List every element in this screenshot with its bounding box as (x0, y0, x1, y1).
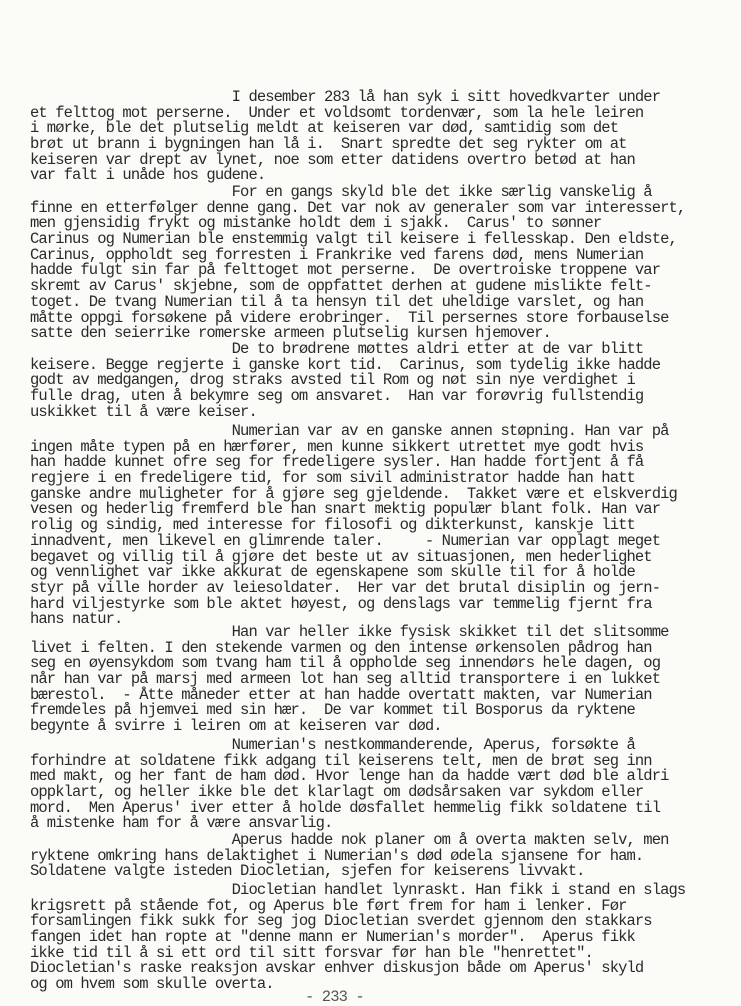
text-line: men gjensidig frykt og mistanke holdt dem i sjakk. Carus' to sønner (30, 214, 602, 233)
text-line: å mistenke ham for å være ansvarlig. (30, 814, 333, 833)
text-line: rolig og sindig, med interesse for filosofi og dikterkunst, kanskje litt (30, 516, 635, 535)
text-line: Aperus hadde nok planer om å overta makten selv, men (30, 831, 669, 849)
paragraph-5 (30, 625, 730, 735)
paragraph-1 (30, 90, 730, 184)
text-line: livet i felten. I den stekende varmen og den intense ørkensolen pådrog han (30, 638, 652, 657)
text-line: Numerian's nestkommanderende, Aperus, forsøkte å (30, 736, 635, 754)
paragraph-8 (30, 883, 730, 993)
text-line: og vennlighet var ikke akkurat de egenskapene som skulle til for å holde (30, 563, 635, 582)
paragraph-7 (30, 833, 730, 880)
text-line: Diocletian's raske reaksjon avskar enhver diskusjon både om Aperus' skyld (30, 959, 644, 978)
text-line: oppklart, og heller ikke ble det klarlagt om dødsårsaken var sykdom eller (30, 783, 644, 802)
text-line: fulle drag, uten å bekymre seg om ansvaret. Han var forøvrig fullstendig (30, 387, 644, 406)
text-line: keisere. Begge regjerte i ganske kort tid. Carinus, som tydelig ikke hadde (30, 355, 661, 374)
text-line: Han var heller ikke fysisk skikket til det slitsomme (30, 623, 669, 641)
text-line: fangen idet han ropte at "denne mann er Numerian's morder". Aperus fikk (30, 928, 635, 947)
text-line: bærestol. - Åtte måneder etter at han hadde overtatt makten, var Numerian (30, 685, 652, 704)
paragraph-2 (30, 185, 730, 342)
text-line: når han var på marsj med armeen lot han seg alltid transportere i en lukket (30, 670, 661, 689)
text-line: ganske andre muligheter for å gjøre seg gjeldende. Takket være et elskverdig (30, 484, 677, 503)
text-line: et felttog mot perserne. Under et voldsomt tordenvær, som la hele leiren (30, 103, 644, 122)
text-line: Carinus og Numerian ble enstemmig valgt til keisere i fellesskap. Den eldste, (30, 230, 677, 249)
text-line: Numerian var av en ganske annen støpning. Han var på (30, 422, 669, 440)
text-line: skremt av Carus' skjebne, som de oppfattet derhen at gudene mislikte felt- (30, 277, 652, 296)
paragraph-4 (30, 424, 730, 628)
text-line: fremdeles på hjemvei med sin hær. De var kommet til Bosporus da ryktene (30, 701, 635, 720)
text-line: og om hvem som skulle overta. (30, 975, 274, 994)
text-line: Soldatene valgte isteden Diocletian, sjefen for keiserens livvakt. (30, 862, 585, 881)
text-line: forsamlingen fikk sukk for seg jog Diocletian sverdet gjennom den stakkars (30, 912, 652, 931)
text-line: uskikket til å være keiser. (30, 402, 257, 421)
text-line: toget. De tvang Numerian til å ta hensyn til det uheldige varslet, og han (30, 292, 644, 311)
text-line: seg en øyensykdom som tvang ham til å oppholde seg innendørs hele dagen, og (30, 654, 661, 673)
text-line: godt av medgangen, drog straks avsted til Rom og nøt sin nye verdighet i (30, 371, 635, 390)
text-line: vesen og hederlig fremferd ble han snart mektig populær blant folk. Han var (30, 500, 661, 519)
text-line: ikke tid til å si ett ord til sitt forsvar før han ble "henrettet". (30, 943, 593, 962)
text-line: begavet og villig til å gjøre det beste ut av situasjonen, men hederlighet (30, 547, 652, 566)
text-line: hard viljestyrke som ble aktet høyest, og denslags var temmelig fjernt fra (30, 594, 652, 613)
text-line: var falt i unåde hos gudene. (30, 166, 266, 185)
text-line: I desember 283 lå han syk i sitt hovedkvarter under (30, 88, 661, 106)
text-line: hans natur. (30, 610, 123, 629)
text-line: forhindre at soldatene fikk adgang til keiserens telt, men de brøt seg inn (30, 751, 652, 770)
text-line: For en gangs skyld ble det ikke særlig vanskelig å (30, 183, 652, 201)
text-line: keiseren var drept av lynet, noe som etter datidens overtro betød at han (30, 150, 635, 169)
text-line: styr på ville horder av leiesoldater. Her var det brutal disiplin og jern- (30, 578, 661, 597)
paragraph-3 (30, 342, 730, 420)
text-line: Carinus, oppholdt seg forresten i Frankrike ved farens død, mens Numerian (30, 245, 644, 264)
text-line: ryktene omkring hans delaktighet i Numerian's død ødela sjansene for ham. (30, 846, 644, 865)
text-line: satte den seierrike romerske armeen plutselig kursen hjemover. (30, 324, 551, 343)
text-line: han hadde kunnet ofre seg for fredeligere sysler. Han hadde fortjent å få (30, 453, 644, 472)
text-line: mord. Men Aperus' iver etter å holde døsfallet hemmelig fikk soldatene til (30, 798, 661, 817)
text-line: i mørke, ble det plutselig meldt at keiseren var død, samtidig som det (30, 119, 619, 138)
text-line: begynte å svirre i leiren om at keiseren var død. (30, 717, 442, 736)
text-line: ingen måte typen på en hærfører, men kunne sikkert utrettet mye godt hvis (30, 437, 644, 456)
text-line: hadde fulgt sin far på felttoget mot perserne. De overtroiske troppene var (30, 261, 661, 280)
page-number: - 233 - (305, 988, 364, 1006)
text-line: De to brødrene møttes aldri etter at de var blitt (30, 340, 644, 358)
paragraph-6 (30, 738, 730, 832)
text-line: med makt, og her fant de ham død. Hvor lenge han da hadde vært død ble aldri (30, 767, 669, 786)
text-line: finne en etterfølger denne gang. Det var nok av generaler som var interessert, (30, 198, 686, 217)
text-line: Diocletian handlet lynraskt. Han fikk i stand en slags (30, 881, 686, 899)
text-line: regjere i en fredeligere tid, for som sivil administrator hadde han hatt (30, 469, 635, 488)
text-line: krigsrett på stående fot, og Aperus ble ført frem for ham i lenker. Før (30, 896, 627, 915)
text-line: brøt ut brann i bygningen han lå i. Snart spredte det seg rykter om at (30, 135, 627, 154)
text-line: innadvent, men likevel en glimrende taler. - Numerian var opplagt meget (30, 531, 661, 550)
text-line: måtte oppgi forsøkene på videre erobringer. Til persernes store forbauselse (30, 308, 669, 327)
